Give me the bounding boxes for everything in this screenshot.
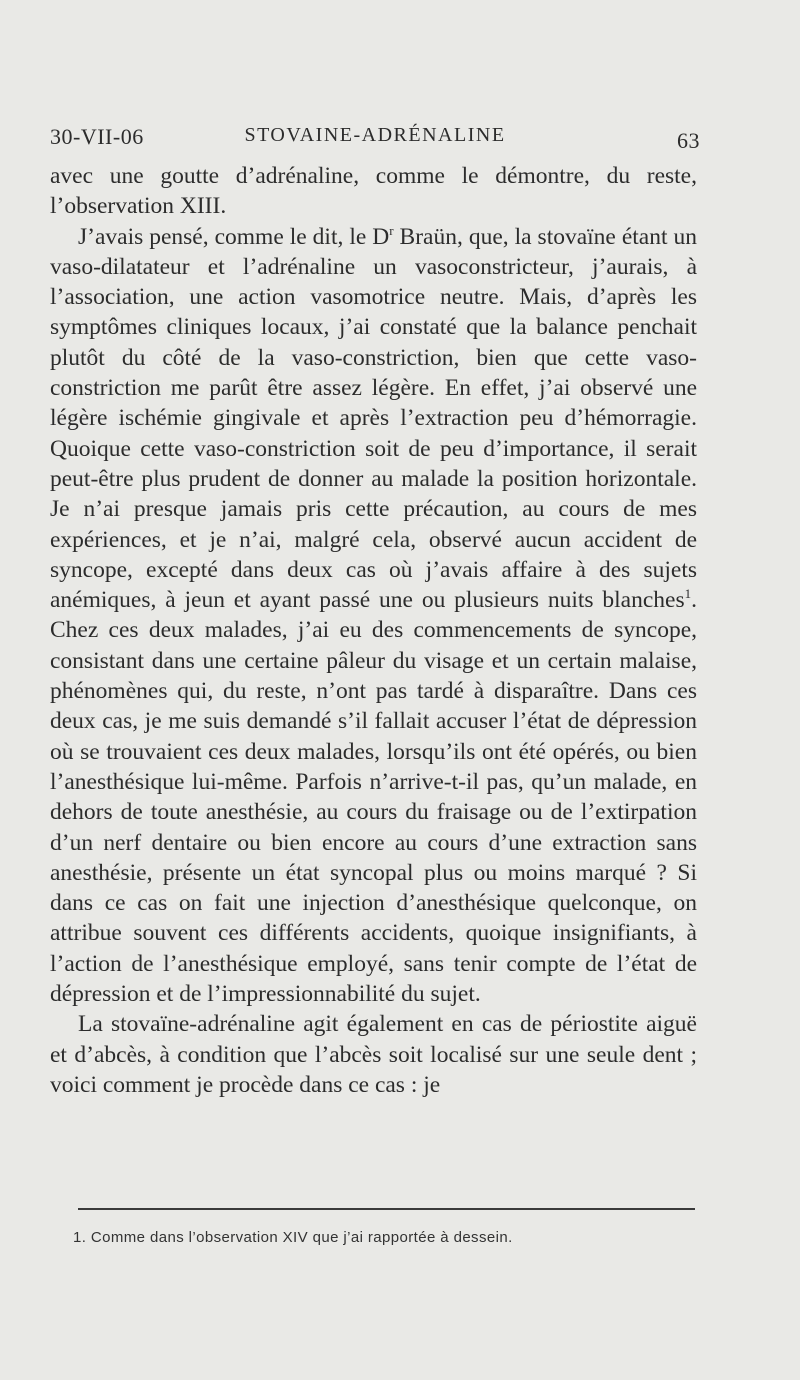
paragraph-3: La stovaïne-adrénaline agit également en cas de périostite aiguë et d’abcès, à condition que l’abcès soit localisé sur une seule dent ; voici comment je procède dans ce cas : je <box>50 1011 697 1098</box>
footnote-reference: 1 <box>684 586 692 602</box>
footnote <box>73 1229 693 1246</box>
paragraph-2-part-b: Braün, que, la stovaïne étant un vaso-dilatateur et l’adrénaline un vasoconstricteur, j’aurais, à l’association, une action vasomotrice neutre. Mais, d’après les symptômes cliniques locaux, j’ai constaté que la balance penchait plutôt du côté de la vaso-constriction, bien que cette vaso-constriction me parût être assez légère. En effet, j’ai observé une légère ischémie gingivale et après l’extraction peu d’hémorragie. Quoique cette vaso-constriction soit de peu d’importance, il serait peut-être plus prudent de donner au malade la position horizontale. Je n’ai presque jamais pris cette précaution, au cours de mes expériences, et je n’ai, malgré cela, observé aucun accident de syncope, excepté dans deux cas où j’avais affaire à des sujets anémiques, à jeun et ayant passé une ou plusieurs nuits blanches <box>50 223 697 614</box>
footnote-text: Comme dans l’observation XIV que j’ai rapportée à dessein. <box>90 1229 513 1246</box>
doctor-abbrev-superscript: r <box>389 222 394 238</box>
page-number: 63 <box>677 128 700 153</box>
footnote-marker: 1. <box>73 1229 87 1246</box>
running-head <box>50 124 700 154</box>
body-text <box>50 161 697 1100</box>
header-title: STOVAINE-ADRÉNALINE <box>244 124 506 146</box>
header-date: 30-VII-06 <box>50 124 144 149</box>
paragraph-2-part-c: . Chez ces deux malades, j’ai eu des commencements de syncope, consistant dans une certaine pâleur du visage et un certain malaise, phénomènes qui, du reste, n’ont pas tardé à disparaître. Dans ces deux cas, je me suis demandé s’il fallait accuser l’état de dépression où se trouvaient ces deux malades, lorsqu’ils ont été opérés, ou bien l’anesthésique lui-même. Parfois n’arrive-t-il pas, qu’un malade, en dehors de toute anesthésie, au cours du fraisage ou de l’extirpation d’un nerf dentaire ou bien encore au cours d’une extraction sans anesthésie, présente un état syncopal plus ou moins marqué ? Si dans ce cas on fait une injection d’anesthésique quelconque, on attribue souvent ces différents accidents, quoique insignifiants, à l’action de l’anesthésique employé, sans tenir compte de l’état de dépression et de l’impressionnabilité du sujet. <box>50 587 697 1008</box>
paragraph-1: avec une goutte d’adrénaline, comme le démontre, du reste, l’observation XIII. <box>50 163 697 220</box>
paragraph-2-part-a: J’avais pensé, comme le dit, le D <box>78 223 390 250</box>
paragraph-2 <box>50 222 697 1010</box>
footnote-separator <box>78 1208 695 1210</box>
